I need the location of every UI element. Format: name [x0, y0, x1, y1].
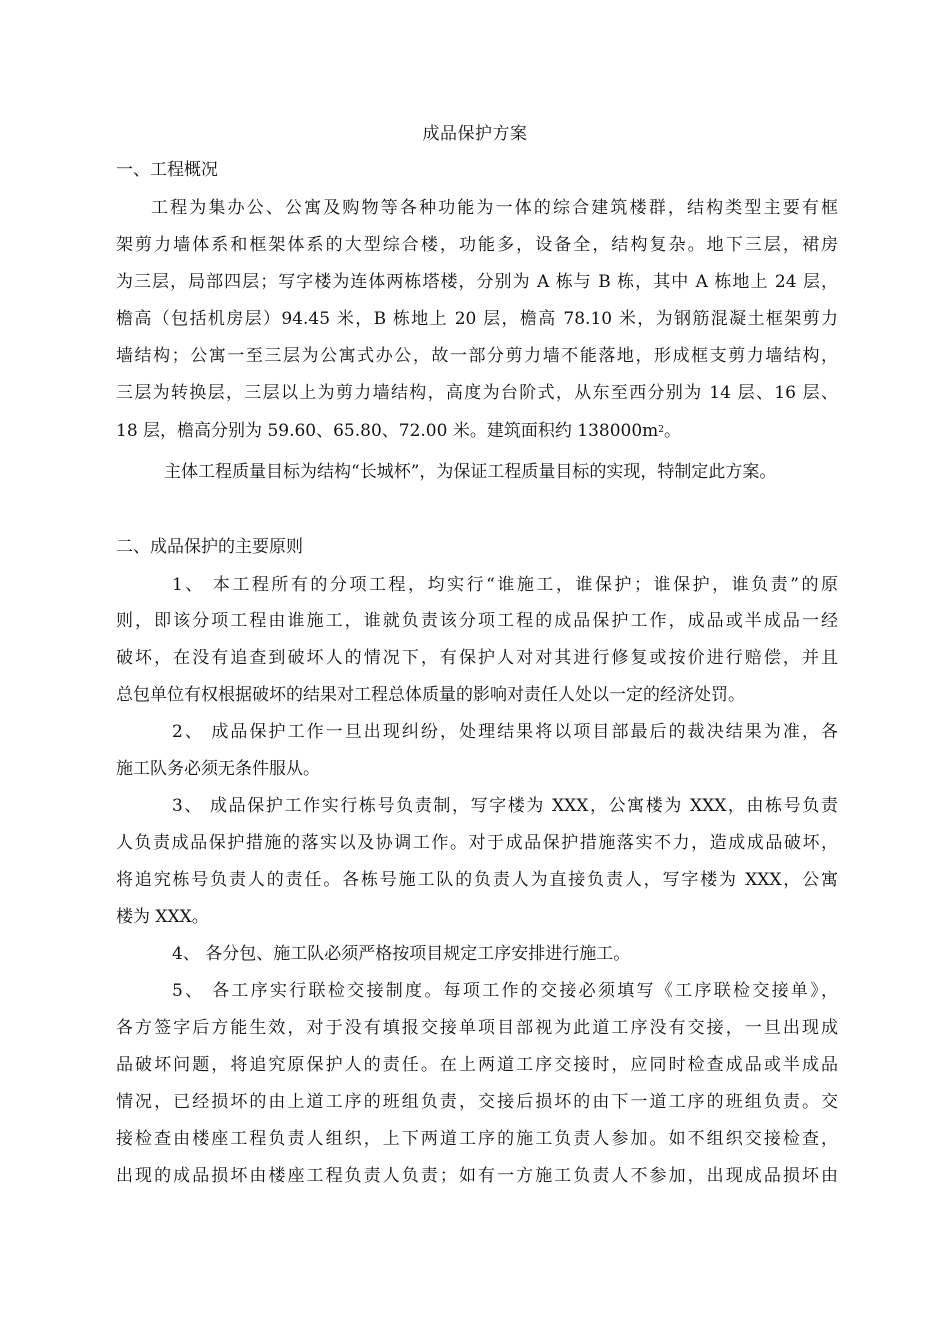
principle-item-4: 4、 各分包、施工队必须严格按项目规定工序安排进行施工。: [172, 944, 631, 964]
paragraph-line: 情况，已经损坏的由上道工序的班组负责，交接后损坏的由下一道工序的班组负责。交: [116, 1092, 838, 1112]
paragraph-line: 工程为集办公、公寓及购物等各种功能为一体的综合建筑楼群，结构类型主要有框: [151, 198, 838, 218]
superscript-2: 2: [658, 425, 664, 435]
paragraph-line: 各方签字后方能生效，对于没有填报交接单项目部视为此道工序没有交接，一旦出现成: [116, 1018, 838, 1038]
paragraph-line: 人负责成品保护措施的落实以及协调工作。对于成品保护措施落实不力，造成成品破坏，: [116, 833, 838, 853]
paragraph-line: 为三层，局部四层；写字楼为连体两栋塔楼，分别为 A 栋与 B 栋，其中 A 栋地上 24 层，: [116, 272, 838, 292]
paragraph-line: 架剪力墙体系和框架体系的大型综合楼，功能多，设备全，结构复杂。地下三层，裙房: [116, 235, 838, 255]
quality-goal-paragraph: 主体工程质量目标为结构“长城杯”，为保证工程质量目标的实现，特制定此方案。: [164, 462, 777, 482]
period: 。: [664, 421, 681, 441]
paragraph-line: 出现的成品损坏由楼座工程负责人负责；如有一方施工负责人不参加，出现成品损坏由: [116, 1166, 838, 1186]
paragraph-line: 则，即该分项工程由谁施工，谁就负责该分项工程的成品保护工作，成品或半成品一经: [116, 611, 838, 631]
paragraph-line: 檐高（包括机房层）94.45 米，B 栋地上 20 层，檐高 78.10 米，为钢筋混凝土框架剪力: [116, 309, 838, 329]
paragraph-line: 3、 成品保护工作实行栋号负责制，写字楼为 XXX，公寓楼为 XXX，由栋号负责: [172, 796, 838, 816]
paragraph-line: [116, 418, 838, 443]
paragraph-line: 将追究栋号负责人的责任。各栋号施工队的负责人为直接负责人，写字楼为 XXX，公寓: [116, 870, 838, 890]
document-title: 成品保护方案: [422, 124, 528, 144]
paragraph-line: 三层为转换层，三层以上为剪力墙结构，高度为台阶式，从东至西分别为 14 层、16 层、: [116, 383, 838, 403]
paragraph-line: 墙结构；公寓一至三层为公寓式办公，故一部分剪力墙不能落地，形成框支剪力墙结构，: [116, 346, 838, 366]
paragraph-line: 品破坏问题，将追究原保护人的责任。在上两道工序交接时，应同时检查成品或半成品: [116, 1055, 838, 1075]
paragraph-line: 接检查由楼座工程负责人组织，上下两道工序的施工负责人参加。如不组织交接检查，: [116, 1129, 838, 1149]
paragraph-line: 5、 各工序实行联检交接制度。每项工作的交接必须填写《工序联检交接单》，: [172, 981, 838, 1001]
paragraph-line: 楼为 XXX。: [116, 907, 209, 927]
section-heading-overview: 一、工程概况: [116, 160, 218, 180]
paragraph-line: 施工队务必须无条件服从。: [116, 759, 320, 779]
paragraph-line: 2、 成品保护工作一旦出现纠纷，处理结果将以项目部最后的裁决结果为准，各: [172, 722, 838, 742]
area-text: 18 层，檐高分别为 59.60、65.80、72.00 米。建筑面积约 138000m: [116, 421, 659, 441]
paragraph-line: 破坏，在没有追查到破坏人的情况下，有保护人对对其进行修复或按价进行赔偿，并且: [116, 648, 838, 668]
paragraph-line: 总包单位有权根据破坏的结果对工程总体质量的影响对责任人处以一定的经济处罚。: [116, 685, 745, 705]
section-heading-principles: 二、成品保护的主要原则: [116, 537, 303, 557]
paragraph-line: 1、 本工程所有的分项工程，均实行“谁施工，谁保护；谁保护，谁负责”的原: [172, 575, 838, 595]
